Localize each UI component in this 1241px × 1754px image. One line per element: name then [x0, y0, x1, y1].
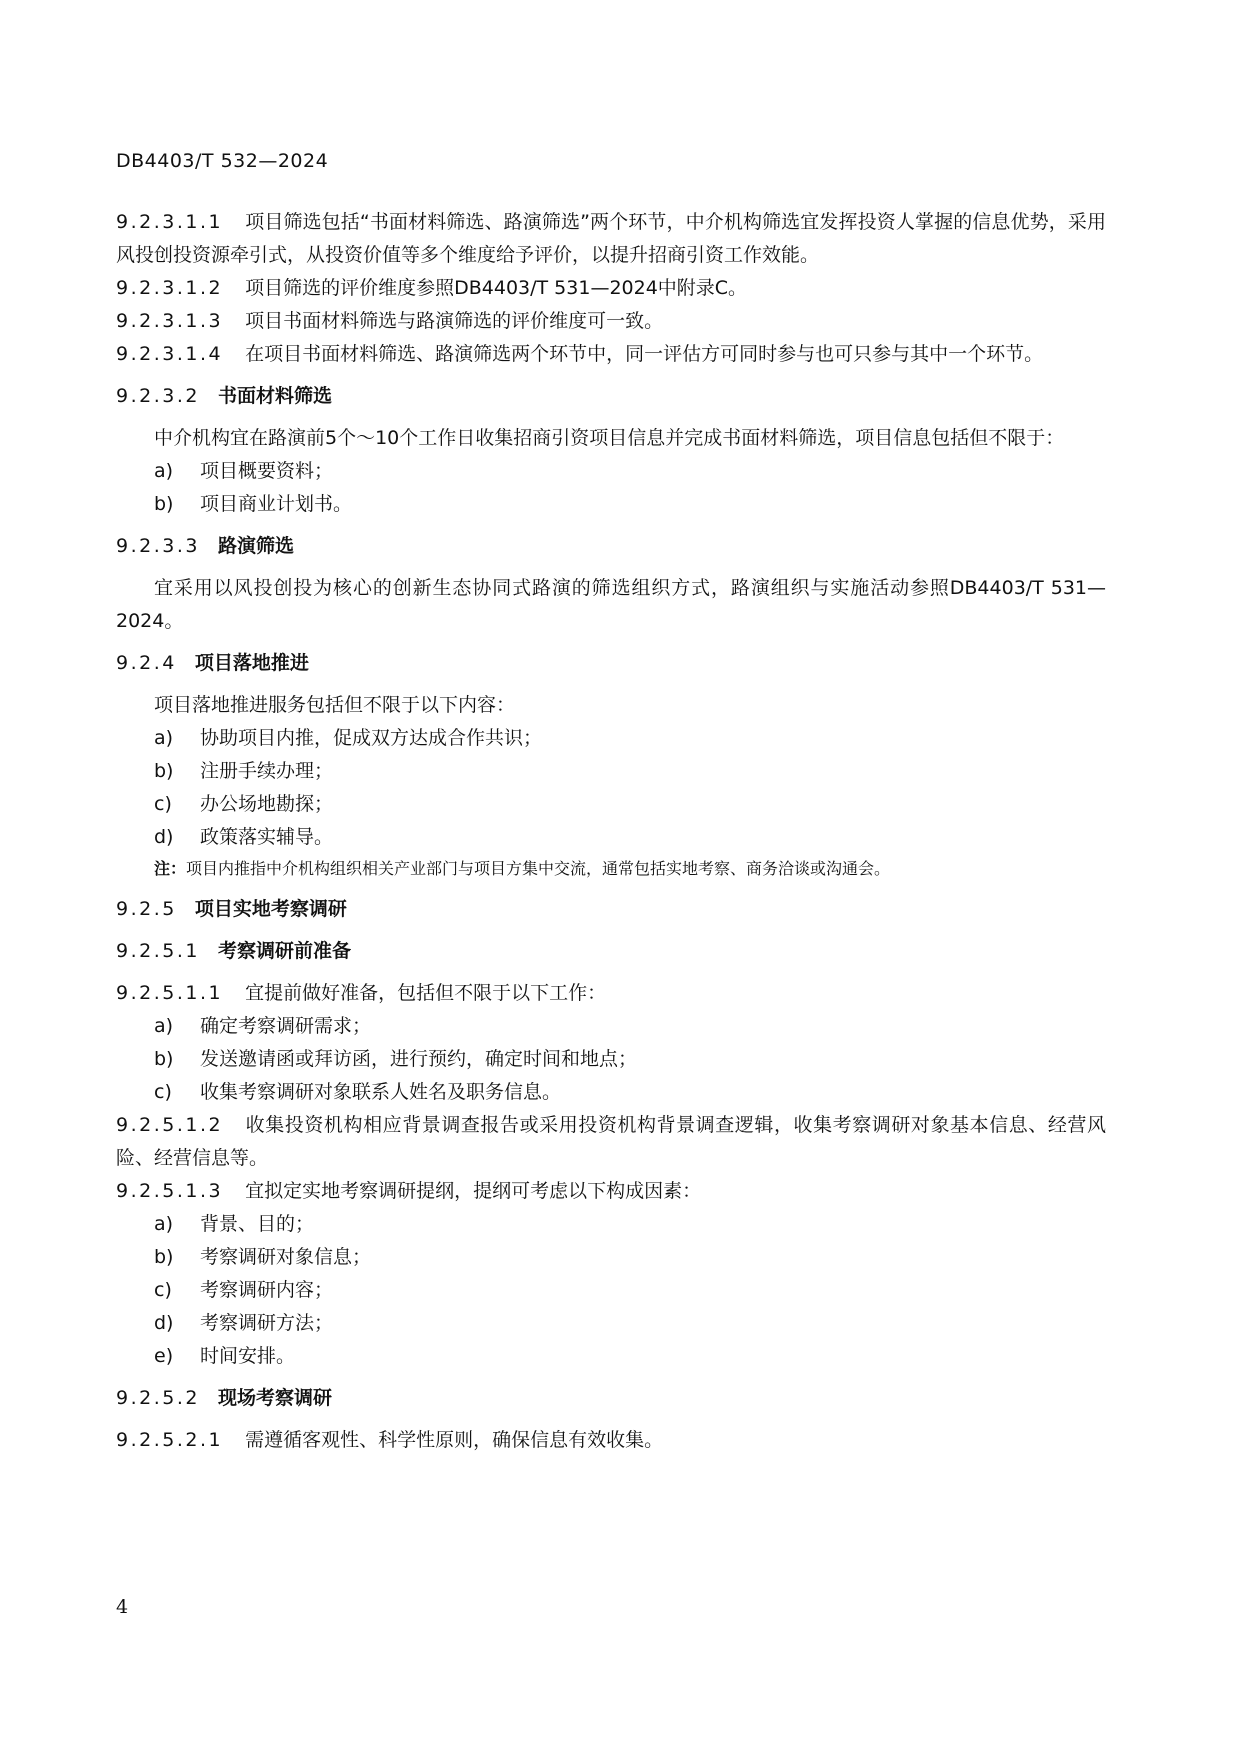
- document-body: [116, 206, 1106, 1457]
- list-item: [116, 1076, 1106, 1109]
- standard-code-header: DB4403/T 532—2024: [116, 150, 329, 172]
- heading-9-2-4: [116, 647, 1106, 680]
- heading-9-2-3-3: [116, 530, 1106, 563]
- list-marker: a): [154, 727, 174, 749]
- list-marker: d): [154, 1312, 174, 1334]
- list-marker: c): [154, 1081, 172, 1103]
- list-marker: c): [154, 1279, 172, 1301]
- list-item: [116, 1043, 1106, 1076]
- clause-9-2-3-1-1: [116, 206, 1106, 272]
- list-marker: c): [154, 793, 172, 815]
- list-text: 背景、目的；: [200, 1213, 315, 1235]
- heading-number: 9.2.3.3: [116, 535, 200, 557]
- list-item: [116, 788, 1106, 821]
- clause-text: 项目筛选的评价维度参照DB4403/T 531—2024中附录C。: [245, 277, 748, 299]
- list-item: [116, 455, 1106, 488]
- clause-text: 在项目书面材料筛选、路演筛选两个环节中，同一评估方可同时参与也可只参与其中一个环节。: [245, 343, 1044, 365]
- list-marker: b): [154, 1048, 174, 1070]
- list-marker: a): [154, 1015, 174, 1037]
- heading-title: 项目落地推进: [194, 652, 309, 674]
- note: [116, 854, 1106, 884]
- list-text: 确定考察调研需求；: [200, 1015, 372, 1037]
- list-text: 项目商业计划书。: [200, 493, 353, 515]
- clause-number: 9.2.3.1.1: [116, 211, 224, 233]
- list-item: [116, 1307, 1106, 1340]
- list-marker: e): [154, 1345, 174, 1367]
- clause-text: 项目书面材料筛选与路演筛选的评价维度可一致。: [245, 310, 664, 332]
- paragraph-written-screening: 中介机构宜在路演前5个～10个工作日收集招商引资项目信息并完成书面材料筛选，项目信息包括但不限于：: [154, 427, 1065, 449]
- paragraph-project-landing: 项目落地推进服务包括但不限于以下内容：: [154, 694, 516, 716]
- list-text: 考察调研内容；: [200, 1279, 334, 1301]
- note-text: 项目内推指中介机构组织相关产业部门与项目方集中交流，通常包括实地考察、商务洽谈或沟通会。: [186, 859, 891, 878]
- list-text: 项目概要资料；: [200, 460, 334, 482]
- heading-9-2-5-1: [116, 935, 1106, 968]
- heading-9-2-3-2: [116, 380, 1106, 413]
- list-text: 办公场地勘探；: [200, 793, 334, 815]
- paragraph-roadshow-screening: 宜采用以风投创投为核心的创新生态协同式路演的筛选组织方式，路演组织与实施活动参照DB4403/T 531—2024。: [116, 577, 1106, 632]
- heading-title: 路演筛选: [217, 535, 294, 557]
- heading-title: 项目实地考察调研: [194, 898, 347, 920]
- list-text: 政策落实辅导。: [200, 826, 334, 848]
- note-label: 注：: [154, 859, 187, 878]
- clause-number: 9.2.5.1.2: [116, 1114, 224, 1136]
- clause-9-2-3-1-2: [116, 272, 1106, 305]
- clause-9-2-3-1-3: [116, 305, 1106, 338]
- clause-9-2-5-1-3: [116, 1175, 1106, 1208]
- clause-number: 9.2.5.2.1: [116, 1429, 224, 1451]
- heading-number: 9.2.3.2: [116, 385, 200, 407]
- heading-number: 9.2.5.1: [116, 940, 200, 962]
- clause-number: 9.2.3.1.2: [116, 277, 224, 299]
- clause-text: 需遵循客观性、科学性原则，确保信息有效收集。: [245, 1429, 664, 1451]
- list-item: [116, 821, 1106, 854]
- clause-number: 9.2.3.1.3: [116, 310, 224, 332]
- list-marker: b): [154, 760, 174, 782]
- list-item: [116, 1241, 1106, 1274]
- clause-number: 9.2.5.1.3: [116, 1180, 224, 1202]
- clause-number: 9.2.5.1.1: [116, 982, 224, 1004]
- clause-text: 收集投资机构相应背景调查报告或采用投资机构背景调查逻辑，收集考察调研对象基本信息、经营风险、经营信息等。: [116, 1114, 1106, 1169]
- clause-text: 宜拟定实地考察调研提纲，提纲可考虑以下构成因素：: [245, 1180, 702, 1202]
- list-text: 注册手续办理；: [200, 760, 334, 782]
- list-text: 考察调研方法；: [200, 1312, 334, 1334]
- heading-9-2-5: [116, 893, 1106, 926]
- list-item: [116, 1340, 1106, 1373]
- page-number: 4: [116, 1596, 129, 1618]
- list-text: 发送邀请函或拜访函，进行预约，确定时间和地点；: [200, 1048, 638, 1070]
- list-marker: a): [154, 460, 174, 482]
- list-item: [116, 1010, 1106, 1043]
- heading-title: 书面材料筛选: [217, 385, 332, 407]
- clause-number: 9.2.3.1.4: [116, 343, 224, 365]
- clause-9-2-5-1-1: [116, 977, 1106, 1010]
- list-text: 协助项目内推，促成双方达成合作共识；: [200, 727, 543, 749]
- list-marker: a): [154, 1213, 174, 1235]
- list-marker: b): [154, 493, 174, 515]
- list-marker: b): [154, 1246, 174, 1268]
- list-item: [116, 722, 1106, 755]
- list-item: [116, 755, 1106, 788]
- heading-title: 现场考察调研: [217, 1387, 332, 1409]
- heading-number: 9.2.5: [116, 898, 177, 920]
- clause-text: 项目筛选包括“书面材料筛选、路演筛选”两个环节，中介机构筛选宜发挥投资人掌握的信息优势，采用风投创投资源牵引式，从投资价值等多个维度给予评价，以提升招商引资工作效能。: [116, 211, 1106, 266]
- list-marker: d): [154, 826, 174, 848]
- heading-title: 考察调研前准备: [217, 940, 351, 962]
- list-text: 收集考察调研对象联系人姓名及职务信息。: [200, 1081, 562, 1103]
- list-item: [116, 1274, 1106, 1307]
- heading-number: 9.2.4: [116, 652, 177, 674]
- heading-9-2-5-2: [116, 1382, 1106, 1415]
- list-text: 考察调研对象信息；: [200, 1246, 372, 1268]
- list-text: 时间安排。: [200, 1345, 296, 1367]
- clause-9-2-3-1-4: [116, 338, 1106, 371]
- clause-9-2-5-2-1: [116, 1424, 1106, 1457]
- list-item: [116, 488, 1106, 521]
- heading-number: 9.2.5.2: [116, 1387, 200, 1409]
- list-item: [116, 1208, 1106, 1241]
- clause-text: 宜提前做好准备，包括但不限于以下工作：: [245, 982, 607, 1004]
- clause-9-2-5-1-2: [116, 1109, 1106, 1175]
